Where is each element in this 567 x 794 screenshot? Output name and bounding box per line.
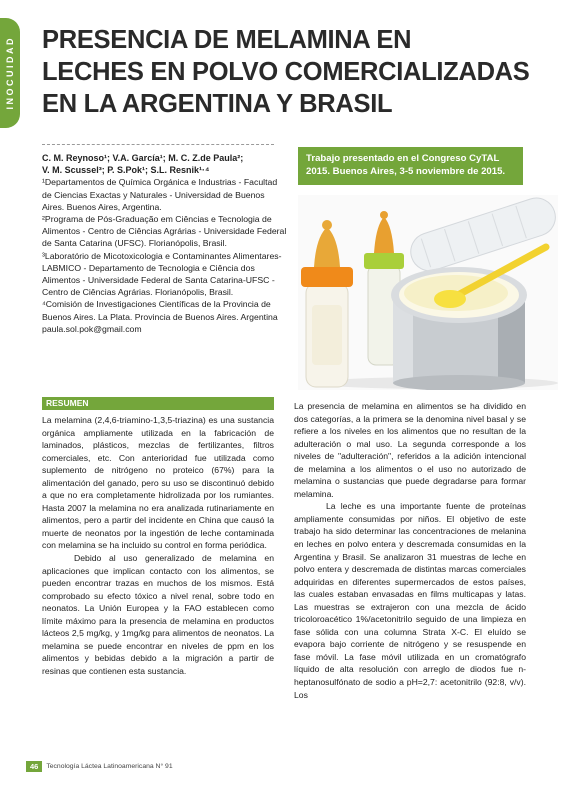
title-line-2: LECHES EN POLVO COMERCIALIZADAS	[42, 58, 530, 86]
page-number: 46	[26, 761, 42, 772]
left-paragraph-1: La melamina (2,4,6-triamino-1,3,5-triazina) es una sustancia orgánica ampliamente utilizada en la fabricación de laminados, plásticos, mezclas de fertilizantes, filtros comerciales, etc. Con anterioridad fue utilizada como suplemento de nitrógeno no proteico (67%) para la alimentación del ganado, pero su uso se discontinuó debido a que no era completamente hidrolizada por los rumiantes. Hasta 2007 la melamina no era analizada rutinariamente en alimentos, pero a partir del incidente en China que causó la muerte de neonatos por la ingestión de leche contaminada con melamina se ha incluido su control en forma periódica.	[42, 415, 274, 551]
authors-block	[42, 152, 287, 335]
journal-name: Tecnología Láctea Latinoamericana N° 91	[46, 763, 173, 770]
congress-note: Trabajo presentado en el Congreso CyTAL 2015. Buenos Aires, 3-5 noviembre de 2015.	[298, 147, 523, 185]
right-paragraph-1: La presencia de melamina en alimentos se ha dividido en dos categorías, a la primera se la denomina nivel basal y se refiere a los niveles en los alimentos que no resultan de la adulteración o mal uso. La segunda corresponde a los niveles de "adulteración", referidos a la adición intencional de melamina a los alimentos o el uso no autorizado de melamina o sustancias que puede degradarse para formar melamina.	[294, 401, 526, 499]
page-footer	[26, 761, 173, 772]
affiliation-4: ⁴Comisión de Investigaciones Científicas de la Provincia de Buenos Aires. La Plata. Provincia de Buenos Aires. Argentina	[42, 299, 278, 322]
article-title	[42, 24, 557, 120]
section-tab	[0, 18, 20, 128]
right-paragraph-2: La leche es una importante fuente de proteínas ampliamente consumidas por niños. El objetivo de este trabajo ha sido determinar las concentraciones de melanina en leches en polvo entera y descremada consumidas en la Argentina y Brasil. Se analizaron 31 muestras de leche en polvo entera y descremada de distintas marcas comerciales adquiridas en diferentes supermercados de estos países, las cuales estaban envasadas en films multicapas y latas. Las muestras se extrajeron con una mezcla de ácido tricoloroacético 1%/acetonitrilo seguido de una limpieza en fase sólida con una columna Strata X-C. El eluído se evapora bajo corriente de nitrógeno y se resuspende en fase móvil. La fase móvil utilizada en un cromatógrafo líquido de alta resolución con arreglo de diodos fue n-heptanosulfónato de sodio a pH=2,7: acetonitrilo (92:8, v/v). Los	[294, 501, 526, 700]
section-tab-label: INOCUIDAD	[5, 36, 15, 110]
author-names-line-1: C. M. Reynoso¹; V.A. García¹; M. C. Z.de Paula²;	[42, 153, 244, 163]
author-names	[42, 152, 287, 176]
author-names-line-2: V. M. Scussel³; P. S.Pok¹; S.L. Resnik¹·⁴	[42, 165, 210, 176]
milk-photo	[298, 195, 558, 390]
left-column	[42, 414, 274, 677]
affiliation-1: ¹Departamentos de Química Orgánica e Industrias - Facultad de Ciencias Exactas y Naturales - Universidad de Buenos Aires. Buenos Aires, Argentina.	[42, 177, 278, 212]
title-divider	[42, 144, 274, 145]
right-column	[294, 400, 526, 701]
title-line-1: PRESENCIA DE MELAMINA EN	[42, 26, 412, 54]
affiliation-2: ²Programa de Pós-Graduação em Ciências e Tecnologia de Alimentos - Centro de Ciências Agrárias - Universidade Federal de Santa Catarina (UFSC). Florianópolis, Brasil.	[42, 214, 287, 249]
left-paragraph-2: Debido al uso generalizado de melamina en aplicaciones que implican contacto con los alimentos, se pueden encontrar trazas en muchos de los mismos. Está comprobado su efecto tóxico a nivel renal, sobre todo en neonatos. La Unión Europea y la FAO establecen como límite máximo para la presencia de melamina en productos lácteos 2,5 mg/kg, y 1mg/kg para alimentos de neonatos. La melamina se puede encontrar en niveles de ppm en los alimentos y bebidas debido a la migración a partir de resinas que contienen esta sustancia.	[42, 553, 274, 676]
resumen-heading: RESUMEN	[42, 397, 274, 410]
affiliation-3: ³Laboratório de Micotoxicologia e Contaminantes Alimentares-LABMICO - Departamento de Tecnologia e Ciência dos Alimentos - Universidade Federal de Santa Catarina-UFSC - Centro de Ciências Agrárias. Florianópolis, Brasil.	[42, 250, 282, 298]
title-line-3: EN LA ARGENTINA Y BRASIL	[42, 90, 393, 118]
contact-email: paula.sol.pok@gmail.com	[42, 323, 142, 334]
